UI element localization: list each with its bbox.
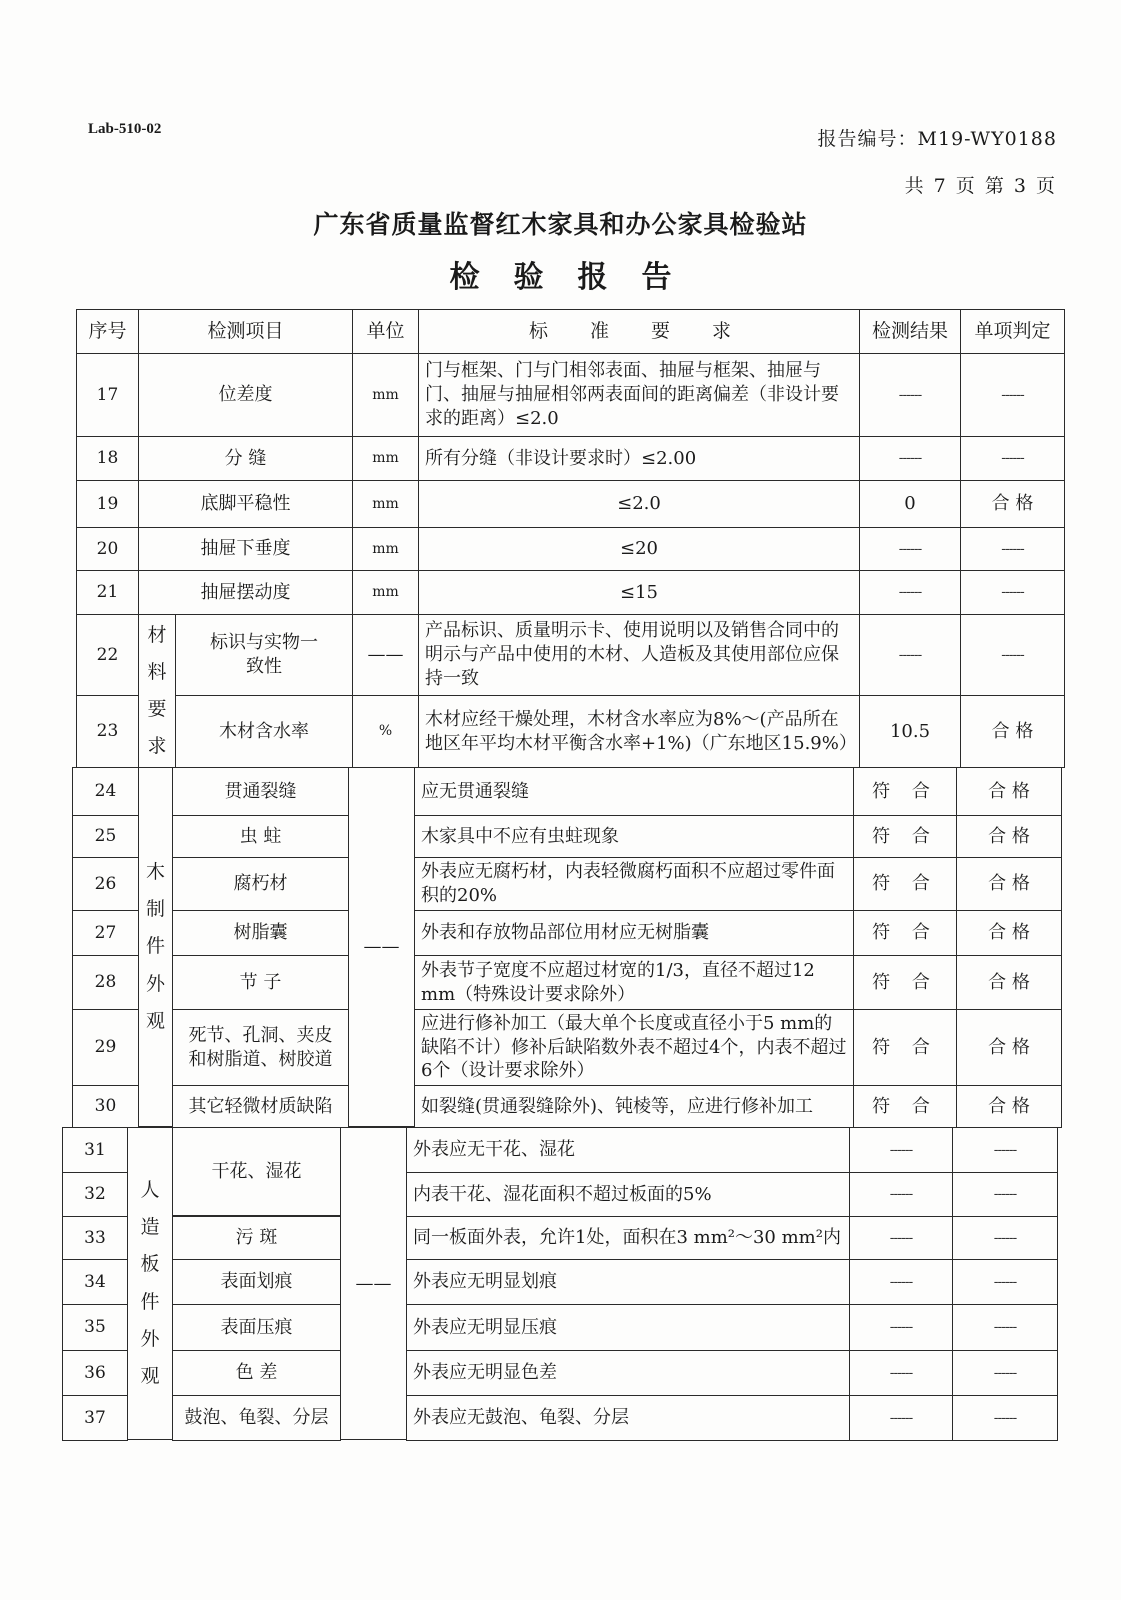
table-row-item: 贯通裂缝 bbox=[172, 767, 349, 816]
table-row-no: 31 bbox=[62, 1127, 128, 1173]
table-row-standard: 应进行修补加工（最大单个长度或直径小于5 mm的缺陷不计）修补后缺陷数外表不超过4个，内表不超过6个（设计要求除外） bbox=[414, 1009, 854, 1086]
group-wood-appearance: 木制件外观 bbox=[138, 767, 173, 1127]
table-row-standard: 外表应无明显压痕 bbox=[406, 1304, 850, 1351]
table-row-item: 标识与实物一致性 bbox=[175, 614, 353, 696]
table-row-result: ------ bbox=[859, 353, 961, 437]
table-row-standard: 外表和存放物品部位用材应无树脂囊 bbox=[414, 910, 854, 956]
form-code: Lab-510-02 bbox=[88, 121, 162, 137]
table-row-judge: 合 格 bbox=[956, 1009, 1062, 1086]
table-row-item: 干花、湿花 bbox=[172, 1127, 341, 1216]
table-row-item: 位差度 bbox=[138, 353, 353, 437]
table-row-unit: mm bbox=[352, 436, 419, 481]
table-row-item: 节 子 bbox=[172, 955, 349, 1010]
table-row-no: 32 bbox=[62, 1172, 128, 1217]
table-row-no: 29 bbox=[72, 1009, 139, 1086]
table-row-no: 21 bbox=[76, 570, 139, 615]
table-row-judge: 合 格 bbox=[956, 767, 1062, 816]
table-row-unit: —— bbox=[340, 1127, 407, 1440]
organization-name: 广东省质量监督红木家具和办公家具检验站 bbox=[313, 210, 808, 239]
table-row-item: 表面压痕 bbox=[172, 1304, 341, 1351]
table-row-no: 35 bbox=[62, 1304, 128, 1351]
table-row-judge: 合 格 bbox=[956, 910, 1062, 956]
table-row-no: 37 bbox=[62, 1395, 128, 1441]
table-row-no: 19 bbox=[76, 480, 139, 528]
page-indicator: 共 7 页 第 3 页 bbox=[904, 175, 1055, 197]
header-result: 检测结果 bbox=[859, 309, 961, 354]
table-row-no: 25 bbox=[72, 815, 139, 858]
table-row-item: 木材含水率 bbox=[175, 695, 353, 768]
table-row-standard: 同一板面外表，允许1处，面积在3 mm²～30 mm²内 bbox=[406, 1216, 850, 1260]
table-row-item: 底脚平稳性 bbox=[138, 480, 353, 528]
table-row-standard: 外表节子宽度不应超过材宽的1/3，直径不超过12 mm（特殊设计要求除外） bbox=[414, 955, 854, 1010]
table-row-item: 抽屉摆动度 bbox=[138, 570, 353, 615]
table-row-result: ------ bbox=[849, 1172, 953, 1217]
table-row-result: ------ bbox=[849, 1259, 953, 1305]
table-row-judge: ------ bbox=[952, 1304, 1058, 1351]
table-row-standard: ≤15 bbox=[418, 570, 860, 615]
table-row-item: 死节、孔洞、夹皮和树脂道、树胶道 bbox=[172, 1009, 349, 1086]
table-row-judge: ------ bbox=[960, 353, 1065, 437]
table-row-judge: 合 格 bbox=[960, 695, 1065, 768]
table-row-judge: ------ bbox=[960, 614, 1065, 696]
table-row-judge: ------ bbox=[960, 436, 1065, 481]
table-row-judge: ------ bbox=[960, 570, 1065, 615]
table-row-item: 分 缝 bbox=[138, 436, 353, 481]
table-row-result: 符 合 bbox=[853, 955, 957, 1010]
table-row-item: 表面划痕 bbox=[172, 1259, 341, 1305]
table-row-unit: mm bbox=[352, 480, 419, 528]
table-row-result: 10.5 bbox=[859, 695, 961, 768]
table-row-unit: mm bbox=[352, 570, 419, 615]
table-row-standard: 应无贯通裂缝 bbox=[414, 767, 854, 816]
table-row-result: ------ bbox=[859, 527, 961, 571]
table-row-judge: 合 格 bbox=[960, 480, 1065, 528]
table-row-no: 22 bbox=[76, 614, 139, 696]
table-row-unit: —— bbox=[352, 614, 419, 696]
header-unit: 单位 bbox=[352, 309, 419, 354]
table-row-result: ------ bbox=[849, 1350, 953, 1396]
header-no: 序号 bbox=[76, 309, 139, 354]
table-row-standard: 所有分缝（非设计要求时）≤2.00 bbox=[418, 436, 860, 481]
header-standard: 标 准 要 求 bbox=[418, 309, 860, 354]
table-row-no: 36 bbox=[62, 1350, 128, 1396]
table-row-result: ------ bbox=[859, 436, 961, 481]
table-row-no: 27 bbox=[72, 910, 139, 956]
report-number: 报告编号：M19-WY0188 bbox=[817, 128, 1057, 150]
table-row-standard: 产品标识、质量明示卡、使用说明以及销售合同中的明示与产品中使用的木材、人造板及其使用部位应保持一致 bbox=[418, 614, 860, 696]
table-row-item: 虫 蛀 bbox=[172, 815, 349, 858]
group-panel-appearance: 人造板件外观 bbox=[127, 1127, 173, 1440]
table-row-result: ------ bbox=[859, 614, 961, 696]
table-row-unit: mm bbox=[352, 353, 419, 437]
table-row-result: 符 合 bbox=[853, 910, 957, 956]
table-row-no: 30 bbox=[72, 1085, 139, 1128]
table-row-item: 色 差 bbox=[172, 1350, 341, 1396]
table-row-judge: 合 格 bbox=[956, 815, 1062, 858]
table-row-judge: 合 格 bbox=[956, 1085, 1062, 1128]
group-material: 材料要求 bbox=[138, 614, 176, 768]
table-row-no: 26 bbox=[72, 857, 139, 911]
table-row-item: 其它轻微材质缺陷 bbox=[172, 1085, 349, 1128]
table-row-judge: ------ bbox=[960, 527, 1065, 571]
table-row-standard: 外表应无腐朽材，内表轻微腐朽面积不应超过零件面积的20% bbox=[414, 857, 854, 911]
table-row-item: 腐朽材 bbox=[172, 857, 349, 911]
table-row-no: 18 bbox=[76, 436, 139, 481]
table-row-item: 鼓泡、龟裂、分层 bbox=[172, 1395, 341, 1441]
table-row-result: 符 合 bbox=[853, 815, 957, 858]
table-row-result: 符 合 bbox=[853, 857, 957, 911]
table-row-standard: 外表应无明显划痕 bbox=[406, 1259, 850, 1305]
table-row-no: 34 bbox=[62, 1259, 128, 1305]
table-row-result: 符 合 bbox=[853, 1009, 957, 1086]
header-item: 检测项目 bbox=[138, 309, 353, 354]
table-row-judge: ------ bbox=[952, 1172, 1058, 1217]
table-row-result: ------ bbox=[849, 1304, 953, 1351]
table-row-standard: 内表干花、湿花面积不超过板面的5% bbox=[406, 1172, 850, 1217]
table-row-judge: ------ bbox=[952, 1127, 1058, 1173]
table-row-result: ------ bbox=[849, 1216, 953, 1260]
table-row-result: ------ bbox=[849, 1395, 953, 1441]
table-row-result: 符 合 bbox=[853, 767, 957, 816]
table-row-no: 20 bbox=[76, 527, 139, 571]
table-row-no: 28 bbox=[72, 955, 139, 1010]
table-row-no: 23 bbox=[76, 695, 139, 768]
table-row-standard: 外表应无明显色差 bbox=[406, 1350, 850, 1396]
table-row-result: ------ bbox=[859, 570, 961, 615]
table-row-standard: 门与框架、门与门相邻表面、抽屉与框架、抽屉与门、抽屉与抽屉相邻两表面间的距离偏差（非设计要求的距离）≤2.0 bbox=[418, 353, 860, 437]
table-row-result: 符 合 bbox=[853, 1085, 957, 1128]
table-row-result: 0 bbox=[859, 480, 961, 528]
table-row-unit: mm bbox=[352, 527, 419, 571]
table-row-item: 树脂囊 bbox=[172, 910, 349, 956]
table-row-item: 污 斑 bbox=[172, 1216, 341, 1260]
table-row-item: 抽屉下垂度 bbox=[138, 527, 353, 571]
header-judge: 单项判定 bbox=[960, 309, 1065, 354]
table-row-judge: 合 格 bbox=[956, 955, 1062, 1010]
table-row-unit: —— bbox=[348, 767, 415, 1127]
table-row-no: 24 bbox=[72, 767, 139, 816]
table-row-standard: 木材应经干燥处理，木材含水率应为8%～(产品所在地区年平均木材平衡含水率+1%)（广东地区15.9%） bbox=[418, 695, 860, 768]
table-row-judge: ------ bbox=[952, 1350, 1058, 1396]
table-row-standard: 如裂缝(贯通裂缝除外)、钝棱等，应进行修补加工 bbox=[414, 1085, 854, 1128]
table-row-standard: 木家具中不应有虫蛀现象 bbox=[414, 815, 854, 858]
table-row-judge: ------ bbox=[952, 1259, 1058, 1305]
table-row-no: 33 bbox=[62, 1216, 128, 1260]
table-row-judge: ------ bbox=[952, 1395, 1058, 1441]
table-row-no: 17 bbox=[76, 353, 139, 437]
table-row-standard: 外表应无鼓泡、龟裂、分层 bbox=[406, 1395, 850, 1441]
table-row-standard: ≤2.0 bbox=[418, 480, 860, 528]
table-row-unit: % bbox=[352, 695, 419, 768]
report-title: 检验报告 bbox=[449, 260, 706, 295]
table-row-result: ------ bbox=[849, 1127, 953, 1173]
table-row-standard: 外表应无干花、湿花 bbox=[406, 1127, 850, 1173]
table-row-standard: ≤20 bbox=[418, 527, 860, 571]
table-row-judge: 合 格 bbox=[956, 857, 1062, 911]
table-row-judge: ------ bbox=[952, 1216, 1058, 1260]
